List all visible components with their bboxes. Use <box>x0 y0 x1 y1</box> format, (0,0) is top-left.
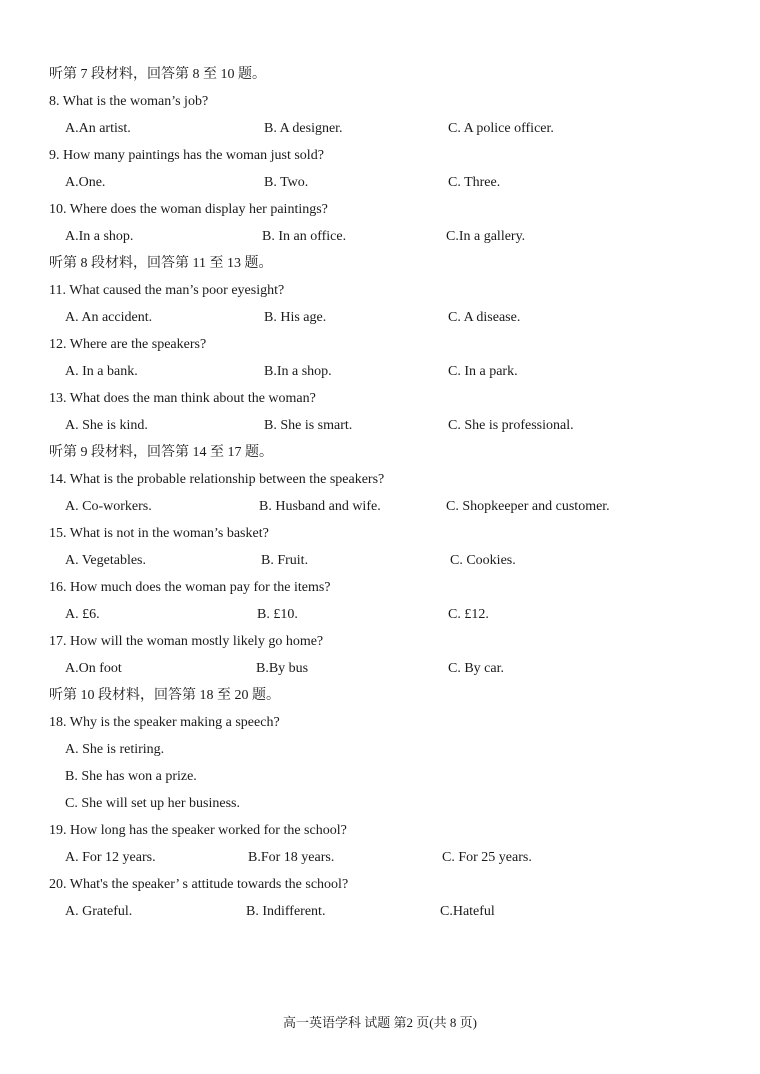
section-heading-9: 听第 9 段材料，回答第 14 至 17 题。 <box>49 445 273 460</box>
question-9-option-a: A.One. <box>65 175 106 190</box>
question-19-option-c: C. For 25 years. <box>442 850 532 865</box>
question-13-option-b: B. She is smart. <box>264 418 353 433</box>
question-14-option-b: B. Husband and wife. <box>259 499 381 514</box>
question-9-option-c: C. Three. <box>448 175 501 190</box>
question-10-option-a: A.In a shop. <box>65 229 134 244</box>
question-20-option-b: B. Indifferent. <box>246 904 326 919</box>
question-18-stem: 18. Why is the speaker making a speech? <box>49 715 280 730</box>
question-13-option-c: C. She is professional. <box>448 418 574 433</box>
question-15-option-a: A. Vegetables. <box>65 553 146 568</box>
page-footer: 高一英语学科 试题 第2 页(共 8 页) <box>283 1015 477 1030</box>
question-16-option-a: A. £6. <box>65 607 100 622</box>
question-10-stem: 10. Where does the woman display her paintings? <box>49 202 328 217</box>
question-17-stem: 17. How will the woman mostly likely go home? <box>49 634 324 649</box>
question-12-option-c: C. In a park. <box>448 364 518 379</box>
question-18-option-c: C. She will set up her business. <box>65 796 240 811</box>
question-8-option-c: C. A police officer. <box>448 121 554 136</box>
question-16-stem: 16. How much does the woman pay for the items? <box>49 580 331 595</box>
question-17-option-a: A.On foot <box>65 661 122 676</box>
question-14-option-c: C. Shopkeeper and customer. <box>446 499 610 514</box>
question-15-option-b: B. Fruit. <box>261 553 309 568</box>
question-19-stem: 19. How long has the speaker worked for the school? <box>49 823 347 838</box>
question-11-option-b: B. His age. <box>264 310 327 325</box>
question-18-option-b: B. She has won a prize. <box>65 769 197 784</box>
question-18-option-a: A. She is retiring. <box>65 742 165 757</box>
question-15-option-c: C. Cookies. <box>450 553 516 568</box>
question-13-stem: 13. What does the man think about the woman? <box>49 391 316 406</box>
question-8-option-b: B. A designer. <box>264 121 343 136</box>
question-11-option-c: C. A disease. <box>448 310 521 325</box>
question-8-stem: 8. What is the woman’s job? <box>49 94 209 109</box>
question-10-option-c: C.In a gallery. <box>446 229 526 244</box>
question-17-option-b: B.By bus <box>256 661 309 676</box>
question-15-stem: 15. What is not in the woman’s basket? <box>49 526 269 541</box>
section-heading-8: 听第 8 段材料，回答第 11 至 13 题。 <box>49 256 273 271</box>
question-9-option-b: B. Two. <box>264 175 309 190</box>
question-13-option-a: A. She is kind. <box>65 418 148 433</box>
question-16-option-c: C. £12. <box>448 607 489 622</box>
question-17-option-c: C. By car. <box>448 661 504 676</box>
question-12-option-b: B.In a shop. <box>264 364 332 379</box>
question-20-option-a: A. Grateful. <box>65 904 133 919</box>
question-11-option-a: A. An accident. <box>65 310 153 325</box>
question-14-option-a: A. Co-workers. <box>65 499 152 514</box>
section-heading-10: 听第 10 段材料，回答第 18 至 20 题。 <box>49 688 280 703</box>
question-11-stem: 11. What caused the man’s poor eyesight? <box>49 283 285 298</box>
question-12-option-a: A. In a bank. <box>65 364 138 379</box>
question-9-stem: 9. How many paintings has the woman just sold? <box>49 148 324 163</box>
question-12-stem: 12. Where are the speakers? <box>49 337 207 352</box>
question-20-option-c: C.Hateful <box>440 904 495 919</box>
section-heading-7: 听第 7 段材料，回答第 8 至 10 题。 <box>49 67 266 82</box>
question-16-option-b: B. £10. <box>257 607 298 622</box>
question-20-stem: 20. What's the speaker’ s attitude towards the school? <box>49 877 349 892</box>
question-14-stem: 14. What is the probable relationship between the speakers? <box>49 472 385 487</box>
question-8-option-a: A.An artist. <box>65 121 131 136</box>
question-10-option-b: B. In an office. <box>262 229 347 244</box>
question-19-option-a: A. For 12 years. <box>65 850 156 865</box>
question-19-option-b: B.For 18 years. <box>248 850 335 865</box>
